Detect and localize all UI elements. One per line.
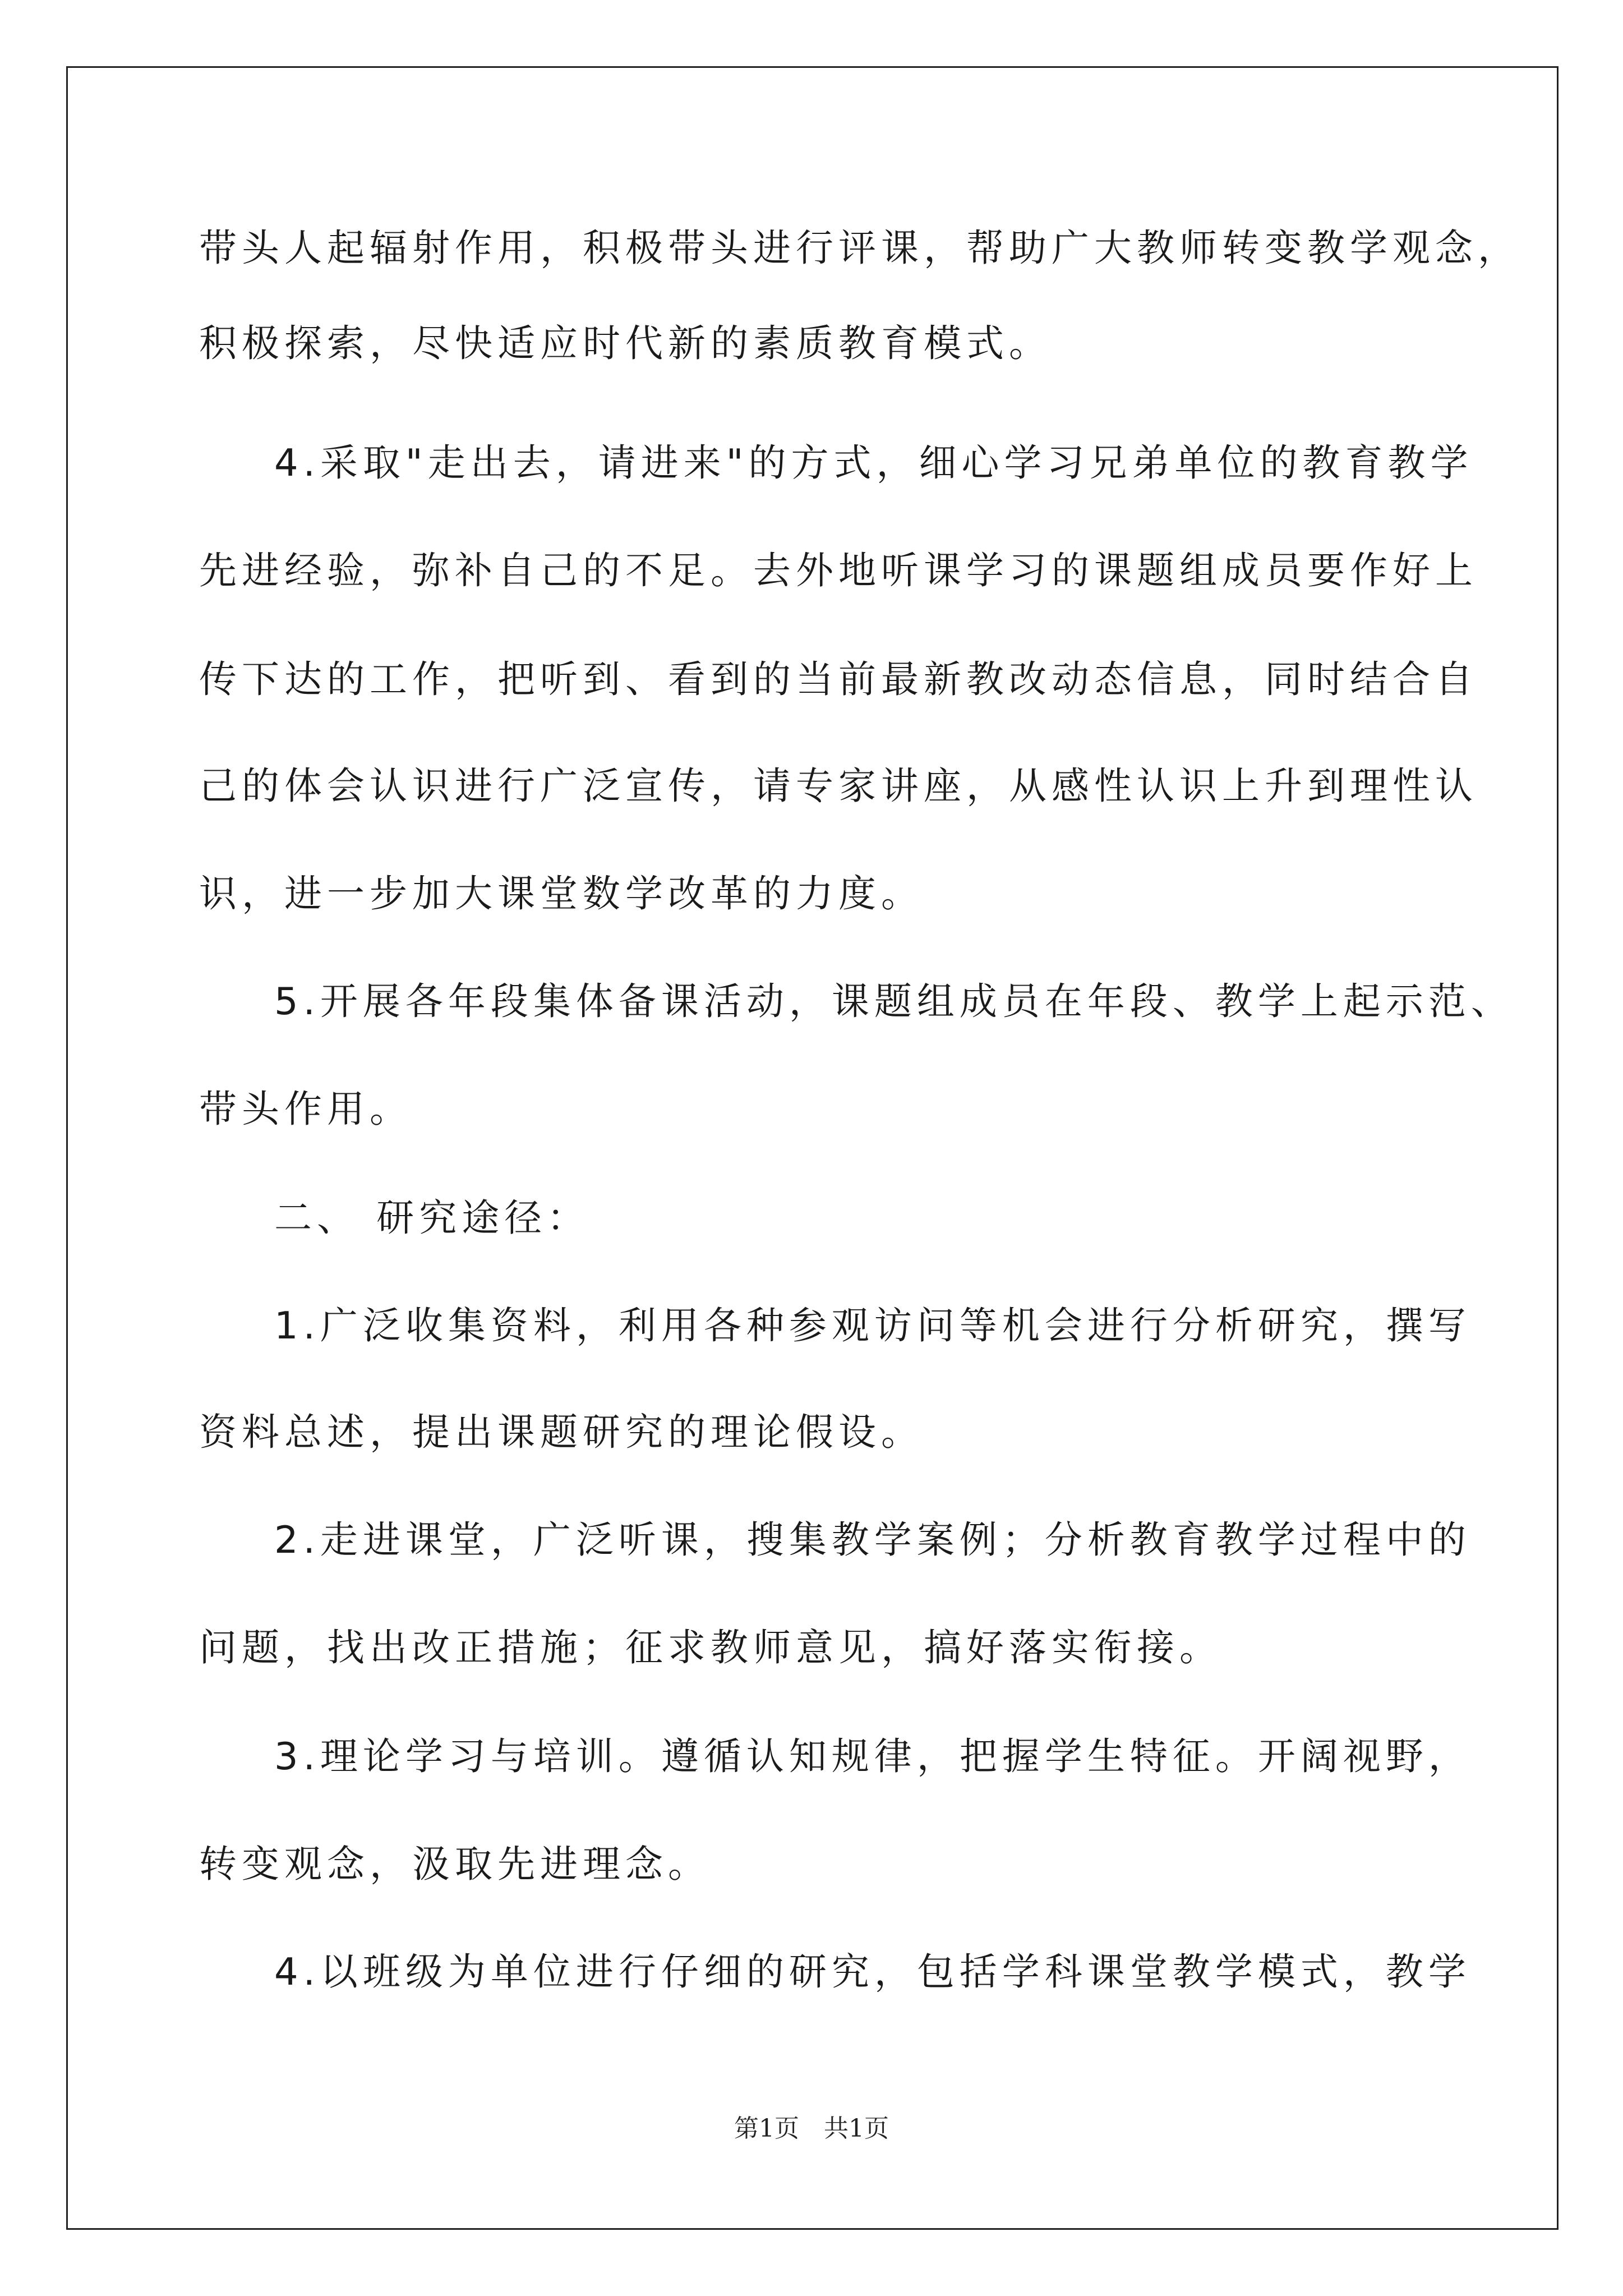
paragraph-line: 1.广泛收集资料，利用各种参观访问等机会进行分析研究，撰写 <box>274 1304 1471 1347</box>
paragraph-line: 问题，找出改正措施；征求教师意见，搞好落实衔接。 <box>199 1626 1222 1669</box>
section-heading: 二、 研究途径： <box>274 1196 590 1240</box>
page-border <box>66 66 1559 2230</box>
paragraph-line: 识，进一步加大课堂数学改革的力度。 <box>199 872 924 915</box>
paragraph-line: 3.理论学习与培训。遵循认知规律，把握学生特征。开阔视野， <box>274 1734 1471 1778</box>
paragraph-line: 己的体会认识进行广泛宣传，请专家讲座，从感性认识上升到理性认 <box>199 764 1478 808</box>
page-footer: 第1页 共1页 <box>734 2114 889 2143</box>
paragraph-line: 先进经验，弥补自己的不足。去外地听课学习的课题组成员要作好上 <box>199 549 1478 592</box>
paragraph-line: 传下达的工作，把听到、看到的当前最新教改动态信息，同时结合自 <box>199 657 1478 701</box>
paragraph-line: 资料总述，提出课题研究的理论假设。 <box>199 1410 924 1454</box>
paragraph-line: 5.开展各年段集体备课活动，课题组成员在年段、教学上起示范、 <box>274 979 1514 1023</box>
paragraph-line: 4.采取"走出去，请进来"的方式，细心学习兄弟单位的教育教学 <box>274 441 1473 485</box>
paragraph-line: 带头作用。 <box>199 1087 412 1131</box>
paragraph-line: 带头人起辐射作用，积极带头进行评课，帮助广大教师转变教学观念， <box>199 226 1520 270</box>
paragraph-line: 4.以班级为单位进行仔细的研究，包括学科课堂教学模式，教学 <box>274 1950 1471 1994</box>
paragraph-line: 转变观念，汲取先进理念。 <box>199 1842 711 1886</box>
paragraph-line: 2.走进课堂，广泛听课，搜集教学案例；分析教育教学过程中的 <box>274 1518 1471 1562</box>
paragraph-line: 积极探索，尽快适应时代新的素质教育模式。 <box>199 321 1052 365</box>
